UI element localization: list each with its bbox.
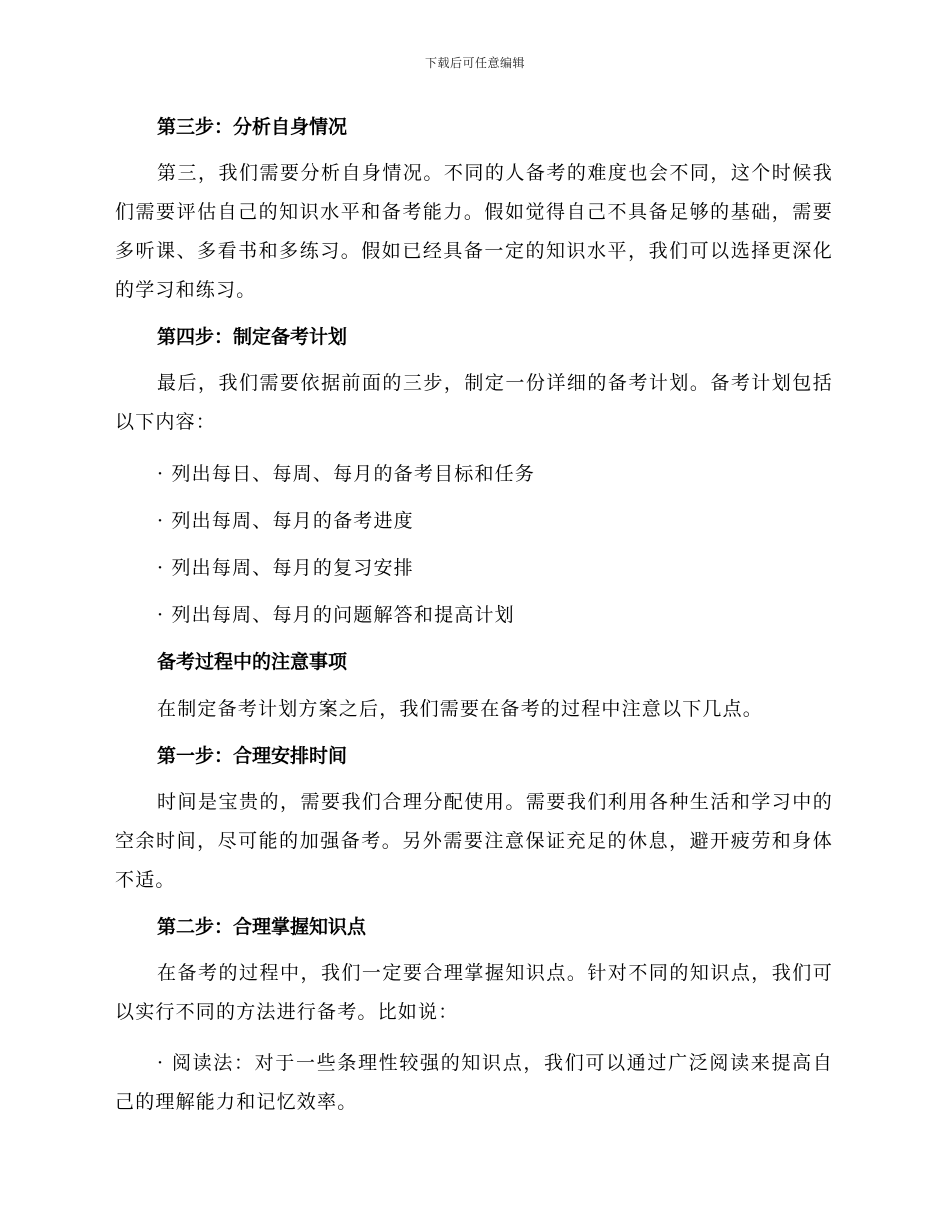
step4-paragraph: 最后，我们需要依据前面的三步，制定一份详细的备考计划。备考计划包括以下内容： [115,372,833,433]
step3-heading: 第三步：分析自身情况 [157,116,348,138]
note2-paragraph: 在备考的过程中，我们一定要合理掌握知识点。针对不同的知识点，我们可以实行不同的方法进行备考。比如说： [115,962,833,1023]
document-body [115,112,833,1122]
note2-heading: 第二步：合理掌握知识点 [157,916,367,938]
step3-paragraph: 第三，我们需要分析自身情况。不同的人备考的难度也会不同，这个时候我们需要评估自己的知识水平和备考能力。假如觉得自己不具备足够的基础，需要多听课、多看书和多练习。假如已经具备一定的知识水平，我们可以选择更深化的学习和练习。 [115,162,833,301]
note1-paragraph: 时间是宝贵的，需要我们合理分配使用。需要我们利用各种生活和学习中的空余时间，尽可能的加强备考。另外需要注意保证充足的休息，避开疲劳和身体不适。 [115,791,833,891]
method-item: · 阅读法：对于一些条理性较强的知识点，我们可以通过广泛阅读来提高自己的理解能力和记忆效率。 [115,1052,833,1113]
step4-heading: 第四步：制定备考计划 [157,326,348,348]
page-header: 下载后可任意编辑 [424,56,525,70]
plan-item: · 列出每日、每周、每月的备考目标和任务 [157,463,536,485]
plan-item: · 列出每周、每月的备考进度 [157,510,414,532]
notes-paragraph: 在制定备考计划方案之后，我们需要在备考的过程中注意以下几点。 [157,698,764,720]
plan-item: · 列出每周、每月的问题解答和提高计划 [157,604,515,626]
notes-heading: 备考过程中的注意事项 [157,651,348,673]
plan-item: · 列出每周、每月的复习安排 [157,557,414,579]
note1-heading: 第一步：合理安排时间 [157,745,348,767]
